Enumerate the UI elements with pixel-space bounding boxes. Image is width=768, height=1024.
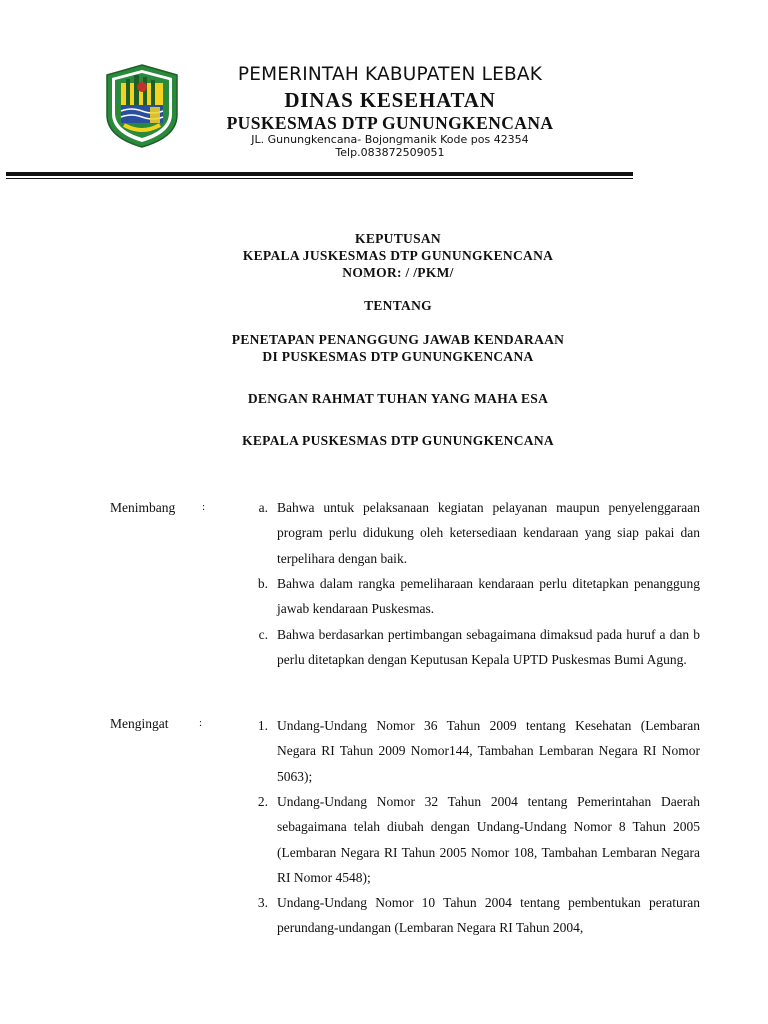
menimbang-item-b bbox=[248, 571, 700, 622]
invocation: DENGAN RAHMAT TUHAN YANG MAHA ESA bbox=[247, 391, 549, 406]
decree-number: NOMOR: / /PKM/ bbox=[342, 265, 454, 280]
regency-emblem-icon bbox=[104, 63, 180, 149]
issuer-line: KEPALA PUSKESMAS DTP GUNUNGKENCANA bbox=[242, 433, 554, 448]
menimbang-item-a bbox=[248, 495, 700, 571]
menimbang-item-c bbox=[248, 622, 700, 673]
item-marker: c. bbox=[258, 627, 268, 642]
item-text: Undang-Undang Nomor 10 Tahun 2004 tentang pembentukan peraturan perundang-undangan (Lembaran Negara RI Tahun 2004, bbox=[277, 895, 700, 936]
menimbang-label: Menimbang bbox=[110, 500, 176, 515]
decree-issuer-heading: KEPALA JUSKESMAS DTP GUNUNGKENCANA bbox=[242, 248, 554, 263]
item-marker: a. bbox=[258, 500, 268, 515]
subject-line-2: DI PUSKESMAS DTP GUNUNGKENCANA bbox=[262, 349, 534, 364]
mengingat-label: Mengingat bbox=[110, 716, 169, 731]
government-name: PEMERINTAH KABUPATEN LEBAK bbox=[237, 64, 543, 85]
menimbang-colon: : bbox=[202, 501, 206, 513]
address-line: JL. Gunungkencana- Bojongmanik Kode pos 42354 bbox=[251, 133, 529, 146]
item-text: Bahwa dalam rangka pemeliharaan kendaraan perlu ditetapkan penanggung jawab kendaraan Puskesmas. bbox=[277, 576, 700, 617]
letterhead-divider-thick bbox=[6, 172, 633, 176]
item-text: Bahwa berdasarkan pertimbangan sebagaimana dimaksud pada huruf a dan b perlu ditetapkan dengan Keputusan Kepala UPTD Puskesmas Bumi Agung. bbox=[277, 627, 700, 668]
mengingat-item-1 bbox=[248, 713, 700, 789]
decree-title: KEPUTUSAN bbox=[355, 231, 441, 246]
item-text: Bahwa untuk pelaksanaan kegiatan pelayanan maupun penyelenggaraan program perlu didukung oleh ketersediaan kendaraan yang siap pakai dan terpelihara dengan baik. bbox=[277, 500, 700, 566]
item-marker: 1. bbox=[257, 718, 268, 733]
phone-line: Telp.083872509051 bbox=[335, 146, 445, 159]
mengingat-item-2 bbox=[248, 789, 700, 890]
item-marker: b. bbox=[257, 576, 268, 591]
mengingat-colon: : bbox=[199, 717, 203, 729]
item-marker: 2. bbox=[257, 794, 268, 809]
agency-name: DINAS KESEHATAN bbox=[284, 88, 496, 112]
about-heading: TENTANG bbox=[364, 298, 432, 313]
letterhead-divider-thin bbox=[6, 178, 633, 179]
subject-line-1: PENETAPAN PENANGGUNG JAWAB KENDARAAN bbox=[231, 332, 565, 347]
item-text: Undang-Undang Nomor 36 Tahun 2009 tentang Kesehatan (Lembaran Negara RI Tahun 2009 Nomor144, Tambahan Lembaran Negara RI Nomor 5063); bbox=[277, 718, 700, 784]
item-text: Undang-Undang Nomor 32 Tahun 2004 tentang Pemerintahan Daerah sebagaimana telah diubah dengan Undang-Undang Nomor 8 Tahun 2005 (Lembaran Negara RI Tahun 2005 Nomor 108, Tambahan Lembaran Negara RI Nomor 4548); bbox=[277, 794, 700, 885]
mengingat-item-3 bbox=[248, 890, 700, 941]
puskesmas-name: PUSKESMAS DTP GUNUNGKENCANA bbox=[226, 113, 554, 133]
item-marker: 3. bbox=[257, 895, 268, 910]
